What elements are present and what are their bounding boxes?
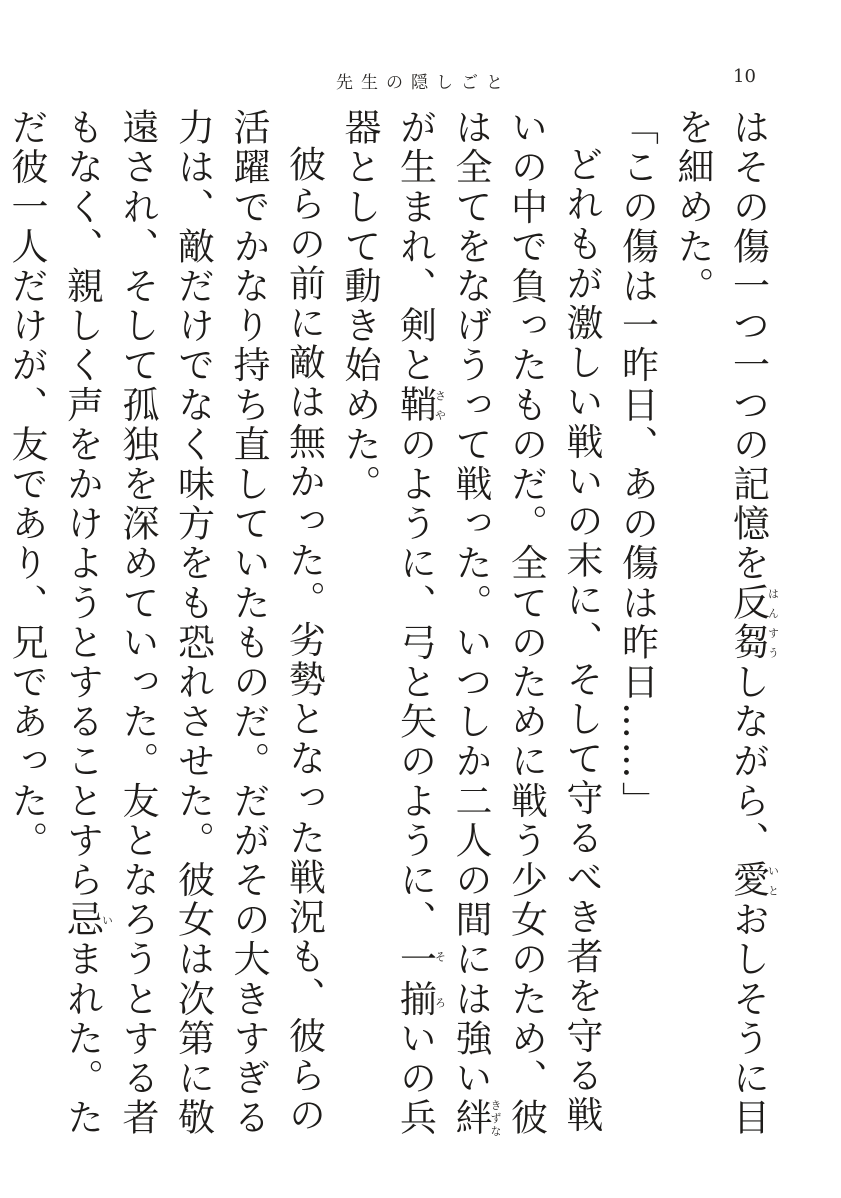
text-run: どれもが激しい戦いの末に、そして守るべき者を守る戦いの中で負ったものだ。全てのために戦う少女のため、彼は全てをなげうって戦った。いつしか二人の間には強い — [449, 108, 603, 1138]
ruby-reading: いと — [766, 860, 780, 900]
ruby-word — [393, 385, 447, 425]
ruby-base: 反芻 — [726, 583, 770, 663]
text-run: いの兵器として動き始めた。 — [338, 108, 437, 1138]
text-run: はその傷一つ一つの記憶を — [726, 108, 770, 584]
text-run: のように、弓と矢のように、 — [393, 424, 437, 940]
ruby-word — [726, 860, 780, 901]
page-number: 10 — [733, 66, 756, 87]
text-run: しながら、 — [726, 662, 770, 861]
running-header: 先生の隠しごと — [336, 73, 511, 93]
ruby-word — [726, 583, 780, 663]
body-text — [5, 108, 780, 1148]
ruby-reading: さや — [433, 385, 447, 425]
text-run: まれた。ただ彼一人だけが、友であり、兄であった。 — [5, 108, 104, 1138]
ruby-base: 鞘 — [393, 385, 437, 425]
text-run: おしそうに目を細めた。 — [671, 108, 770, 1138]
ruby-base: 愛 — [726, 860, 770, 901]
text-run: 彼らの前に敵は無かった。劣勢となった戦況も、彼らの活躍でかなり持ち直していたものだ。だがその大きすぎる力は、敵だけでなく味方をも恐れさせた。彼女は次第に敬遠され、そして孤独を深めていった。友となろうとする者もなく、親しく声をかけようとすることすら — [60, 108, 326, 1138]
text-run: が生まれ、剣と — [393, 108, 437, 386]
ruby-base: 一揃 — [393, 939, 437, 1019]
ruby-base: 絆 — [449, 1098, 492, 1138]
paragraph-3 — [332, 108, 610, 1148]
ruby-base: 忌 — [60, 900, 104, 940]
ruby-reading: きずな — [489, 1098, 502, 1138]
ruby-reading: はんすう — [766, 583, 780, 663]
ruby-word — [393, 939, 447, 1019]
ruby-reading: い — [100, 900, 114, 940]
ruby-word — [449, 1098, 502, 1138]
paragraph-1 — [665, 108, 780, 1148]
ruby-reading: そろ — [433, 939, 447, 1019]
paragraph-2: 「この傷は一昨日、あの傷は昨日……」 — [615, 108, 659, 821]
ruby-word — [60, 900, 114, 940]
paragraph-4 — [0, 108, 332, 1148]
